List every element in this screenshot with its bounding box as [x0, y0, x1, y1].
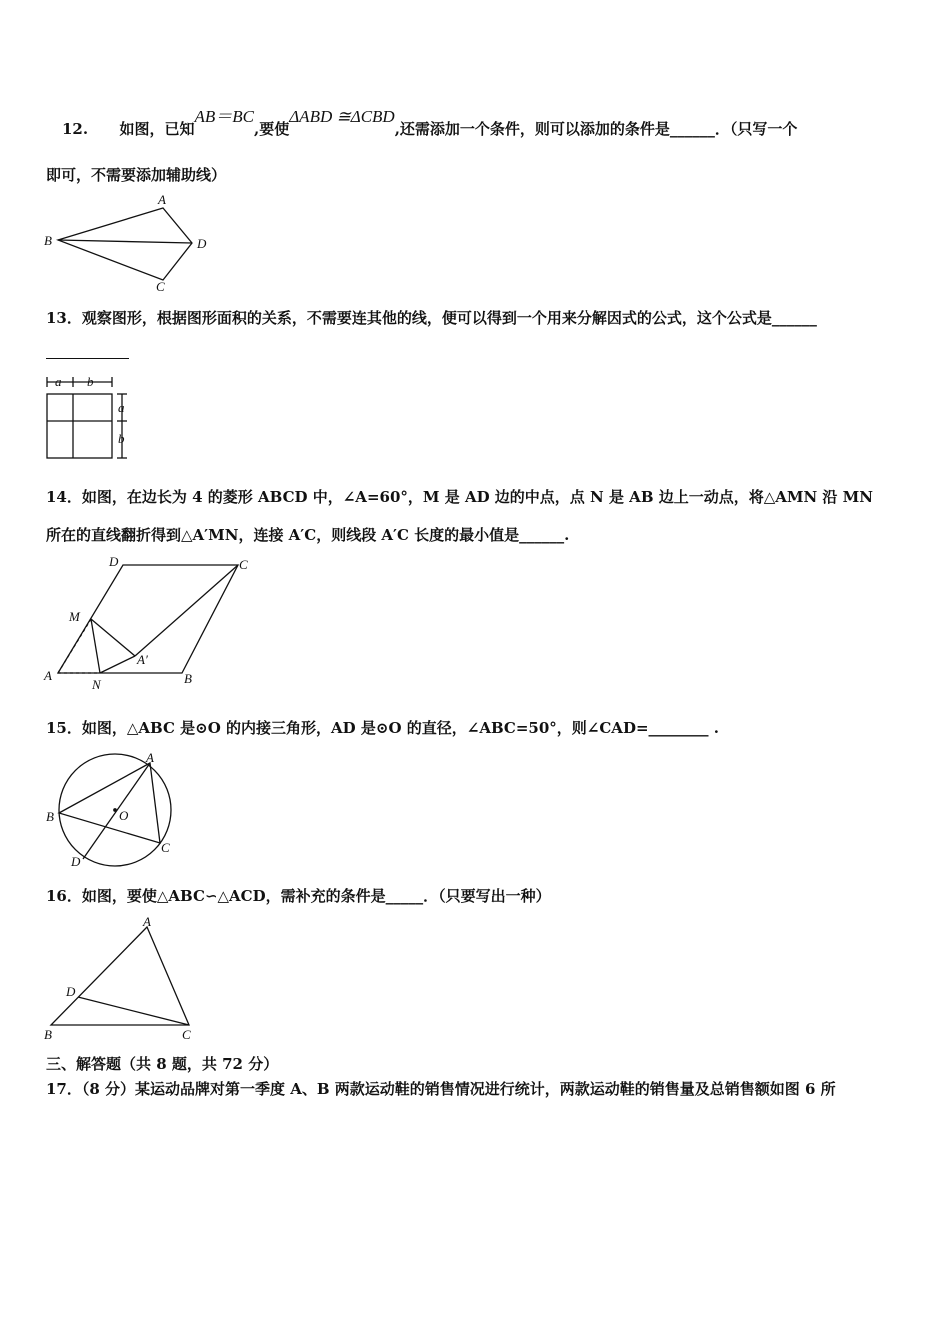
- q15-line1: 15．如图，△ABC 是⊙O 的内接三角形，AD 是⊙O 的直径，∠ABC=50°，则∠CAD=________ .: [46, 719, 719, 737]
- q14-segment-a2c: [135, 565, 238, 656]
- q16-triangle-abc: [51, 927, 189, 1025]
- q13-label-b-side: b: [118, 431, 125, 446]
- q13-answer-blank: [46, 358, 129, 359]
- q16-label-a: A: [143, 914, 151, 929]
- q16-segment-cd: [78, 997, 189, 1025]
- q12-math-1: AB＝BC: [194, 107, 254, 126]
- q13-label-b-top: b: [87, 374, 94, 389]
- q12-text-3: ,还需添加一个条件，则可以添加的条件是______．（只写一个: [394, 120, 798, 138]
- q16-figure: [40, 912, 200, 1044]
- q14-label-d: D: [109, 554, 119, 569]
- q13-figure: [40, 372, 140, 464]
- q12-diagonal-bd: [58, 240, 192, 243]
- section-3-heading: 三、解答题（共 8 题，共 72 分）: [46, 1055, 279, 1073]
- q12-quadrilateral: [58, 208, 192, 280]
- q15-triangle-abc: [59, 763, 160, 843]
- q12-number: 12.: [62, 120, 89, 138]
- q12-line1: [62, 107, 798, 139]
- q16-label-d: D: [66, 984, 76, 999]
- q16-label-c: C: [182, 1027, 191, 1042]
- q13-line1: 13．观察图形，根据图形面积的关系，不需要连其他的线，便可以得到一个用来分解因式的公式，这个公式是______: [46, 309, 817, 327]
- q16-line1: 16．如图，要使△ABC∽△ACD，需补充的条件是_____．（只要写出一种）: [46, 887, 551, 905]
- q15-label-b: B: [46, 809, 54, 824]
- q14-label-n: N: [92, 677, 101, 692]
- q12-text-2: ,要使: [253, 120, 290, 138]
- q12-figure: [40, 190, 220, 295]
- q13-square: [47, 394, 112, 458]
- q14-label-c: C: [239, 557, 248, 572]
- q14-figure: [40, 552, 270, 692]
- q15-figure: [40, 748, 190, 870]
- q12-math-2: ΔABD ≅ΔCBD: [289, 107, 395, 126]
- q14-line2: 所在的直线翻折得到△A′MN，连接 A′C，则线段 A′C 长度的最小值是______.: [46, 526, 570, 544]
- q15-label-d: D: [71, 854, 81, 869]
- q14-label-m: M: [69, 609, 80, 624]
- q14-segment-ma2: [91, 619, 135, 656]
- q13-label-a-side: a: [118, 400, 125, 415]
- q12-line2: 即可，不需要添加辅助线）: [46, 166, 227, 184]
- q15-label-o: O: [119, 808, 129, 823]
- q15-label-a: A: [146, 750, 154, 765]
- q14-line1: 14．如图，在边长为 4 的菱形 ABCD 中，∠A=60°，M 是 AD 边的中点，点 N 是 AB 边上一动点，将△AMN 沿 MN: [46, 488, 873, 506]
- q14-label-b: B: [184, 671, 192, 686]
- q13-label-a-top: a: [55, 374, 62, 389]
- q17-line1: 17．（8 分）某运动品牌对第一季度 A、B 两款运动鞋的销售情况进行统计，两款运动鞋的销售量及总销售额如图 6 所: [46, 1080, 836, 1098]
- q15-center-dot: [114, 809, 116, 811]
- q12-label-d: D: [197, 236, 207, 251]
- q14-rhombus: [58, 565, 238, 673]
- q15-label-c: C: [161, 840, 170, 855]
- q12-label-c: C: [156, 279, 165, 294]
- q14-segment-mn: [91, 619, 100, 673]
- q14-label-a: A: [44, 668, 52, 683]
- q16-label-b: B: [44, 1027, 52, 1042]
- q14-segment-na2: [100, 656, 135, 673]
- q14-label-a-prime: A′: [137, 652, 148, 667]
- q12-label-a: A: [158, 192, 166, 207]
- q12-text-1: 如图，已知: [119, 120, 195, 138]
- q12-label-b: B: [44, 233, 52, 248]
